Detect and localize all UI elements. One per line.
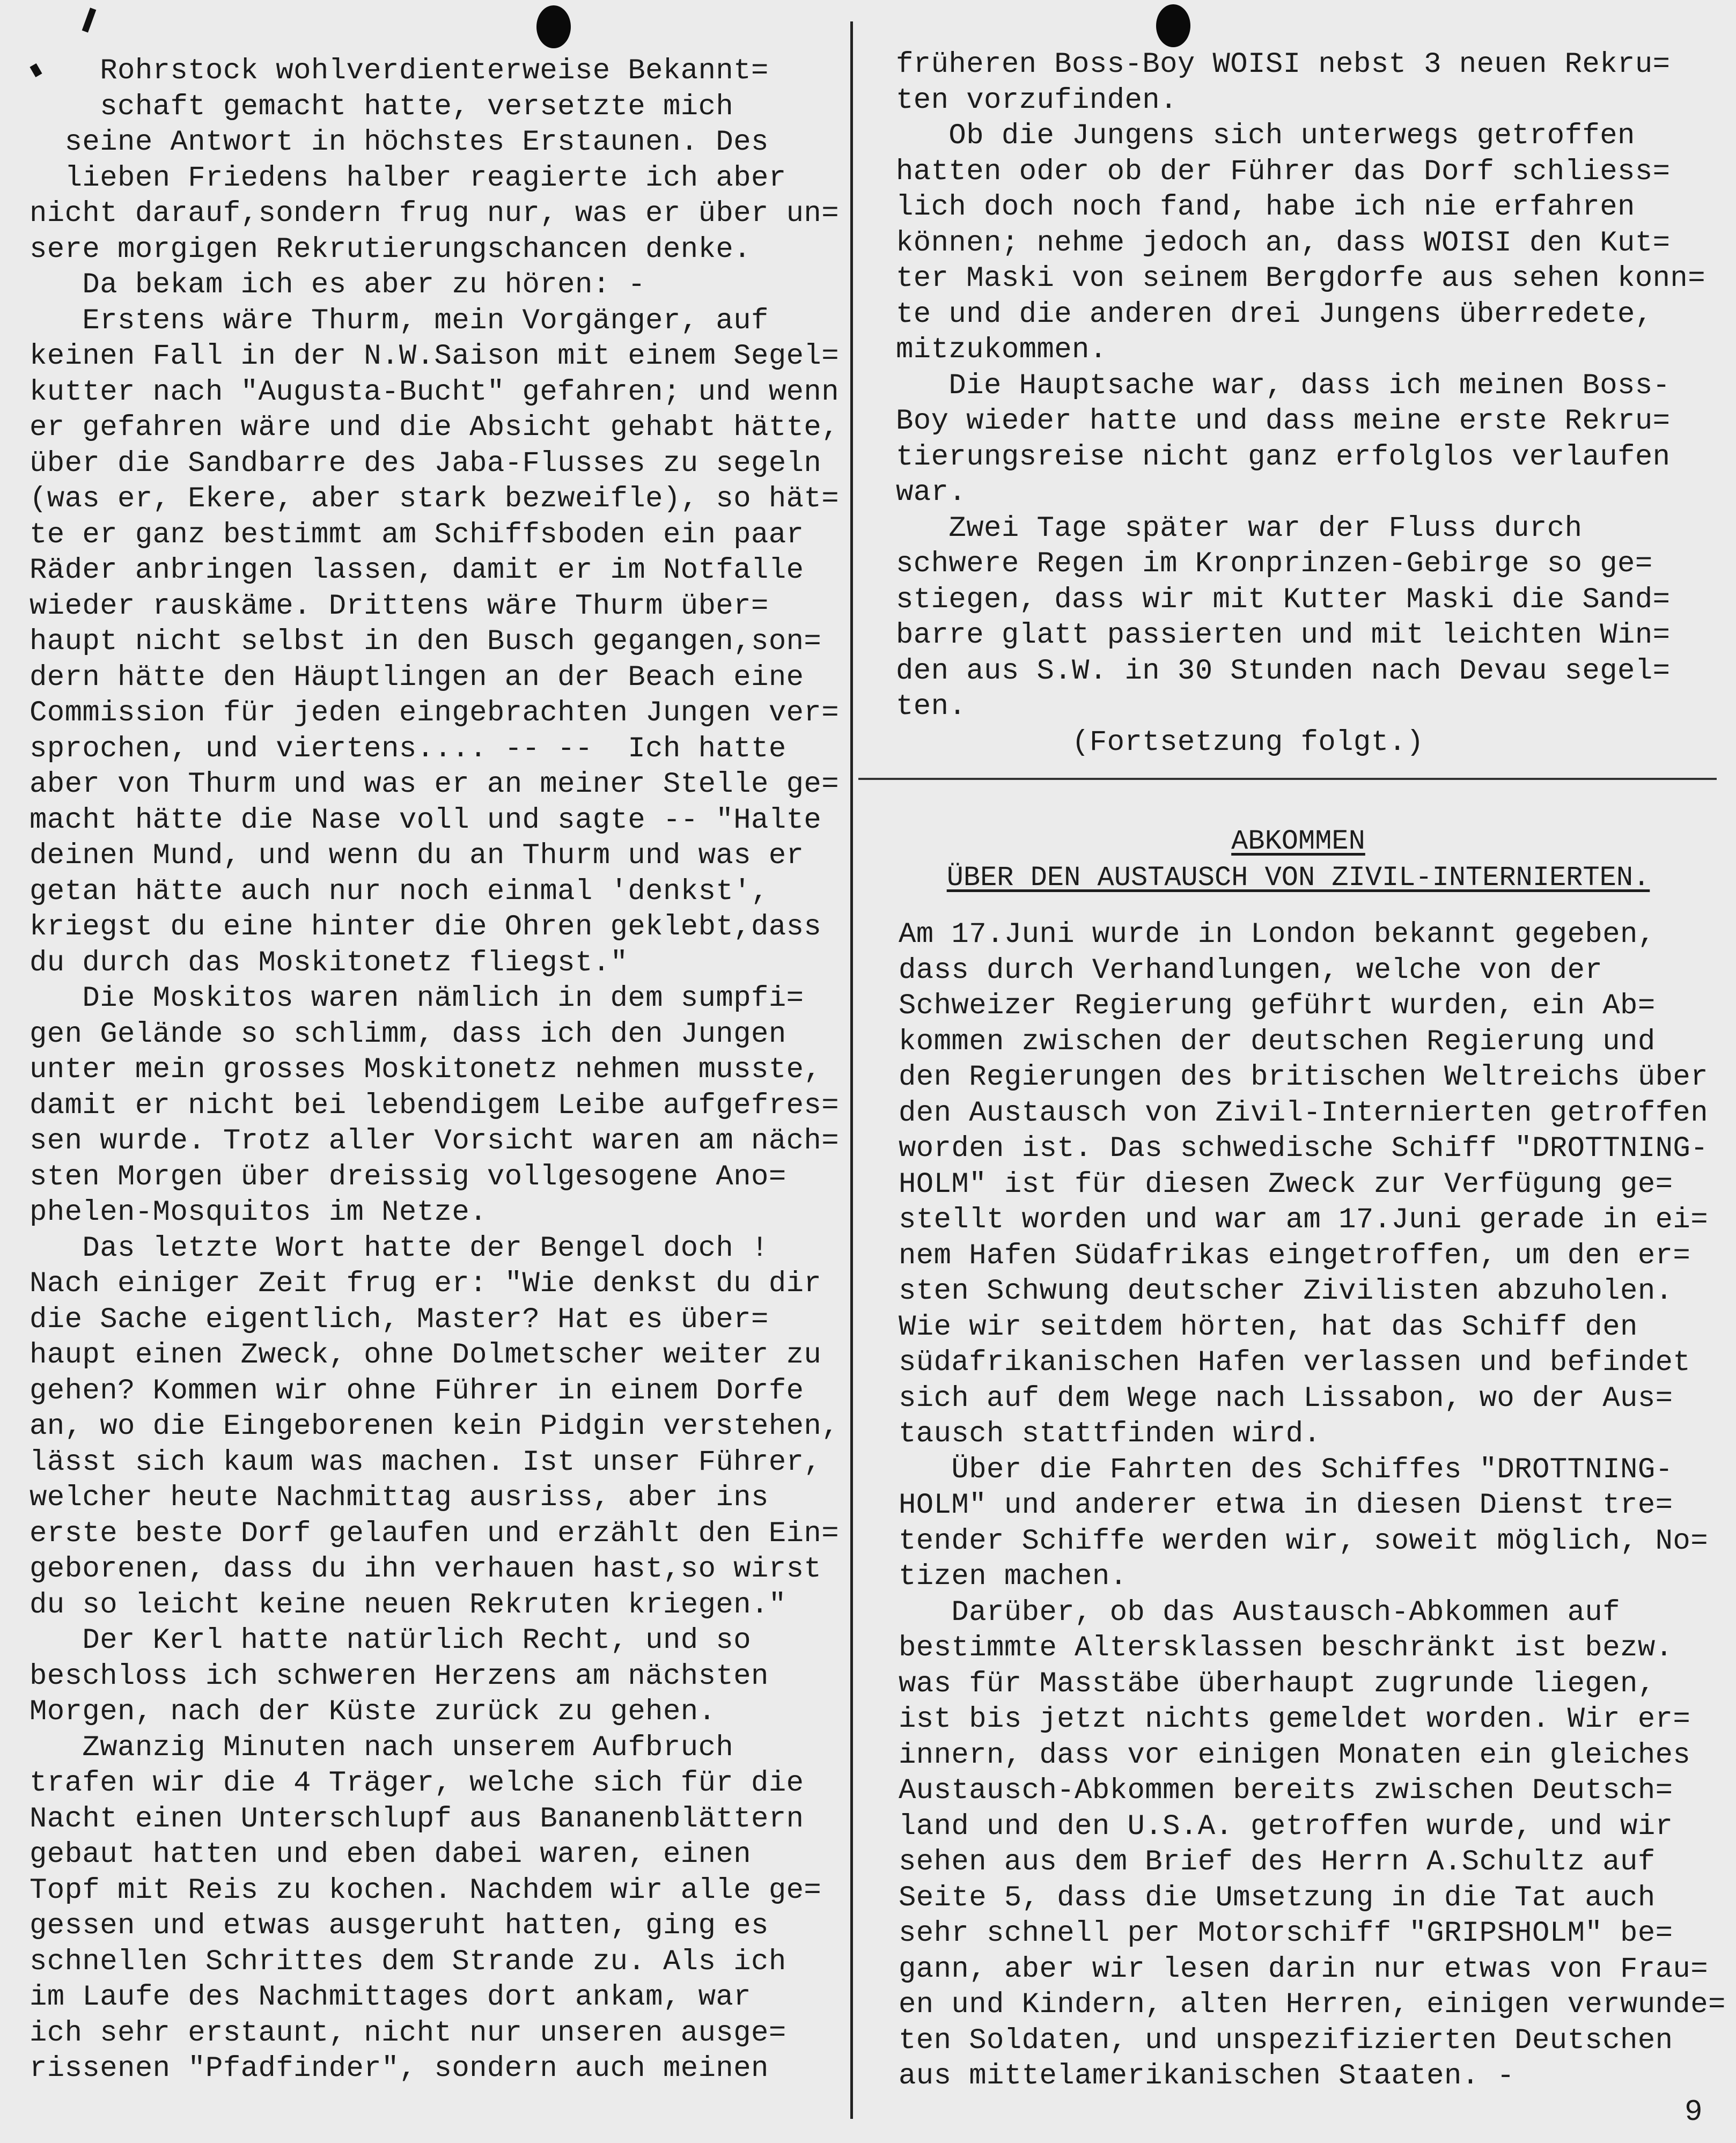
text-line: sten Schwung deutscher Zivilisten abzuholen.	[899, 1275, 1673, 1308]
text-line: tierungsreise nicht ganz erfolglos verlaufen	[896, 440, 1671, 474]
text-line: ter Maski von seinem Bergdorfe aus sehen konn=	[896, 262, 1706, 295]
text-line: ich sehr erstaunt, nicht nur unseren ausge=	[30, 2016, 786, 2050]
text-line: ten Soldaten, und unspezifizierten Deutschen	[899, 2024, 1673, 2057]
text-line: tizen machen.	[899, 1560, 1128, 1593]
text-line: Nacht einen Unterschlupf aus Bananenblättern	[30, 1802, 804, 1836]
text-line: schnellen Schrittes dem Strande zu. Als ich	[30, 1945, 786, 1978]
text-line: Boy wieder hatte und dass meine erste Rekru=	[896, 405, 1671, 438]
text-line: Die Hauptsache war, dass ich meinen Boss-	[896, 369, 1671, 402]
text-line: Wie wir seitdem hörten, hat das Schiff den	[899, 1310, 1638, 1344]
text-line: gessen und etwas ausgeruht hatten, ging es	[30, 1910, 769, 1942]
text-line: Darüber, ob das Austausch-Abkommen auf	[899, 1596, 1621, 1629]
text-line: stellt worden und war am 17.Juni gerade in ei=	[899, 1204, 1709, 1236]
text-line: schaft gemacht hatte, versetzte mich	[30, 90, 734, 123]
text-line: damit er nicht bei lebendigem Leibe aufgefres=	[30, 1089, 840, 1122]
text-line: Da bekam ich es aber zu hören: -	[30, 269, 646, 301]
text-line: Commission für jeden eingebrachten Jungen ver=	[30, 697, 840, 730]
text-line: Seite 5, dass die Umsetzung in die Tat auch	[899, 1881, 1656, 1914]
text-line: über die Sandbarre des Jaba-Flusses zu segeln	[30, 447, 822, 480]
text-line: kommen zwischen der deutschen Regierung und	[899, 1025, 1656, 1058]
text-line: te und die anderen drei Jungens überredete,	[896, 298, 1653, 331]
text-line: Räder anbringen lassen, damit er im Notfalle	[30, 554, 804, 587]
text-line: gebaut hatten und eben dabei waren, einen	[30, 1838, 752, 1871]
text-line: dern hätte den Häuptlingen an der Beach eine	[30, 661, 804, 694]
text-line: Am 17.Juni wurde in London bekannt gegeben,	[899, 918, 1656, 951]
text-line: gen Gelände so schlimm, dass ich den Jungen	[30, 1018, 786, 1051]
text-line: beschloss ich schweren Herzens am nächsten	[30, 1660, 769, 1693]
text-line: den aus S.W. in 30 Stunden nach Devau segel=	[896, 654, 1671, 688]
text-line: wieder rauskäme. Drittens wäre Thurm über=	[30, 590, 769, 623]
heading-line-2: ÜBER DEN AUSTAUSCH VON ZIVIL-INTERNIERTEN.	[946, 862, 1650, 894]
text-line: sprochen, und viertens.... -- -- Ich hatte	[30, 732, 786, 765]
text-line: lässt sich kaum was machen. Ist unser Führer,	[30, 1446, 822, 1479]
text-line: welcher heute Nachmittag ausriss, aber ins	[30, 1482, 769, 1514]
punch-hole-right	[1156, 4, 1190, 47]
text-line: innern, dass vor einigen Monaten ein gleiches	[899, 1739, 1691, 1772]
text-line: stiegen, dass wir mit Kutter Maski die Sand=	[896, 583, 1671, 616]
text-line: sten Morgen über dreissig vollgesogene Ano=	[30, 1160, 786, 1194]
text-line: Nach einiger Zeit frug er: "Wie denkst du dir	[30, 1268, 822, 1300]
text-line: du so leicht keine neuen Rekruten kriegen."	[30, 1588, 786, 1622]
text-line: erste beste Dorf gelaufen und erzählt den Ein=	[30, 1517, 840, 1550]
text-line: Zwanzig Minuten nach unserem Aufbruch	[30, 1731, 734, 1764]
text-line: sich auf dem Wege nach Lissabon, wo der Aus=	[899, 1382, 1673, 1415]
punch-hole-left	[536, 5, 571, 48]
text-line: sehr schnell per Motorschiff "GRIPSHOLM" be=	[899, 1917, 1673, 1950]
text-line: Schweizer Regierung geführt wurden, ein Ab=	[899, 990, 1656, 1022]
pen-mark	[82, 8, 97, 32]
text-line: (Fortsetzung folgt.)	[896, 726, 1424, 759]
text-line: im Laufe des Nachmittages dort ankam, war	[30, 1981, 752, 2014]
text-line: du durch das Moskitonetz fliegst."	[30, 946, 628, 980]
text-line: kriegst du eine hinter die Ohren geklebt,dass	[30, 911, 822, 944]
text-line: Rohrstock wohlverdienterweise Bekannt=	[30, 55, 769, 87]
text-line: an, wo die Eingeborenen kein Pidgin verstehen,	[30, 1410, 840, 1443]
right-column-continuation	[896, 47, 1722, 761]
text-line: Die Moskitos waren nämlich in dem sumpfi=	[30, 982, 804, 1015]
text-line: gann, aber wir lesen darin nur etwas von Frau=	[899, 1953, 1709, 1986]
text-line: den Austausch von Zivil-Internierten getroffen	[899, 1096, 1709, 1130]
text-line: er gefahren wäre und die Absicht gehabt hätte,	[30, 411, 840, 444]
text-line: südafrikanischen Hafen verlassen und befindet	[899, 1346, 1691, 1379]
text-line: seine Antwort in höchstes Erstaunen. Des	[30, 126, 769, 159]
article-heading	[880, 823, 1717, 896]
text-line: haupt einen Zweck, ohne Dolmetscher weiter zu	[30, 1339, 822, 1372]
text-line: land und den U.S.A. getroffen wurde, und wir	[899, 1810, 1673, 1843]
text-line: hatten oder ob der Führer das Dorf schliess=	[896, 155, 1671, 188]
text-line: keinen Fall in der N.W.Saison mit einem Segel=	[30, 340, 840, 373]
text-line: trafen wir die 4 Träger, welche sich für die	[30, 1767, 804, 1800]
text-line: HOLM" ist für diesen Zweck zur Verfügung ge=	[899, 1168, 1673, 1201]
text-line: Morgen, nach der Küste zurück zu gehen.	[30, 1696, 716, 1728]
text-line: HOLM" und anderer etwa in diesen Dienst tre=	[899, 1489, 1673, 1522]
text-line: te er ganz bestimmt am Schiffsboden ein paar	[30, 518, 804, 551]
text-line: geborenen, dass du ihn verhauen hast,so wirst	[30, 1553, 822, 1586]
text-line: nem Hafen Südafrikas eingetroffen, um den er=	[899, 1239, 1691, 1272]
text-line: lieben Friedens halber reagierte ich aber	[30, 161, 786, 195]
text-line: phelen-Mosquitos im Netze.	[30, 1196, 487, 1229]
text-line: aber von Thurm und was er an meiner Stelle ge=	[30, 768, 840, 801]
text-line: barre glatt passierten und mit leichten Win=	[896, 619, 1671, 652]
column-divider	[850, 21, 853, 2119]
text-line: tausch stattfinden wird.	[899, 1418, 1321, 1450]
text-line: macht hätte die Nase voll und sagte -- "Halte	[30, 804, 822, 837]
text-line: den Regierungen des britischen Weltreichs über	[899, 1061, 1709, 1094]
text-line: können; nehme jedoch an, dass WOISI den Kut=	[896, 226, 1671, 260]
heading-line-1: ABKOMMEN	[1231, 826, 1365, 857]
text-line: kutter nach "Augusta-Bucht" gefahren; und wenn	[30, 375, 840, 409]
text-line: sere morgigen Rekrutierungschancen denke.	[30, 233, 752, 266]
text-line: Erstens wäre Thurm, mein Vorgänger, auf	[30, 304, 769, 337]
text-line: sen wurde. Trotz aller Vorsicht waren am näch=	[30, 1125, 840, 1158]
text-line: rissenen "Pfadfinder", sondern auch meinen	[30, 2052, 769, 2085]
text-line: Über die Fahrten des Schiffes "DROTTNING-	[899, 1453, 1673, 1486]
text-line: ten.	[896, 690, 967, 723]
text-line: haupt nicht selbst in den Busch gegangen,son=	[30, 625, 822, 658]
text-line: (was er, Ekere, aber stark bezweifle), so hät=	[30, 483, 840, 516]
text-line: Austausch-Abkommen bereits zwischen Deutsch=	[899, 1774, 1673, 1807]
text-line: was für Masstäbe überhaupt zugrunde liegen,	[899, 1667, 1656, 1700]
text-line: Der Kerl hatte natürlich Recht, und so	[30, 1624, 752, 1657]
text-line: bestimmte Altersklassen beschränkt ist bezw.	[899, 1632, 1673, 1665]
text-line: die Sache eigentlich, Master? Hat es über=	[30, 1303, 769, 1336]
text-line: Topf mit Reis zu kochen. Nachdem wir alle ge=	[30, 1874, 822, 1907]
text-line: gehen? Kommen wir ohne Führer in einem Dorfe	[30, 1374, 804, 1408]
text-line: tender Schiffe werden wir, soweit möglich, No=	[899, 1525, 1709, 1558]
text-line: lich doch noch fand, habe ich nie erfahren	[896, 191, 1635, 224]
text-line: nicht darauf,sondern frug nur, was er über un=	[30, 197, 840, 230]
left-column-text	[30, 54, 840, 2087]
article-body	[899, 917, 1725, 2095]
page-number: 9	[1684, 2095, 1703, 2129]
text-line: Das letzte Wort hatte der Bengel doch !	[30, 1232, 769, 1265]
text-line: war.	[896, 476, 967, 509]
text-line: mitzukommen.	[896, 334, 1107, 366]
text-line: worden ist. Das schwedische Schiff "DROTTNING-	[899, 1132, 1709, 1165]
text-line: ten vorzufinden.	[896, 84, 1178, 117]
text-line: deinen Mund, und wenn du an Thurm und was er	[30, 839, 804, 872]
text-line: en und Kindern, alten Herren, einigen verwunde=	[899, 1989, 1726, 2021]
text-line: getan hätte auch nur noch einmal 'denkst',	[30, 875, 769, 908]
text-line: Zwei Tage später war der Fluss durch	[896, 512, 1583, 545]
text-line: sehen aus dem Brief des Herrn A.Schultz auf	[899, 1846, 1656, 1879]
text-line: ist bis jetzt nichts gemeldet worden. Wir er=	[899, 1703, 1691, 1736]
text-line: unter mein grosses Moskitonetz nehmen musste,	[30, 1054, 822, 1086]
text-line: Ob die Jungens sich unterwegs getroffen	[896, 120, 1635, 152]
text-line: dass durch Verhandlungen, welche von der	[899, 954, 1603, 987]
section-divider	[858, 778, 1717, 780]
text-line: früheren Boss-Boy WOISI nebst 3 neuen Rekru=	[896, 48, 1671, 81]
text-line: schwere Regen im Kronprinzen-Gebirge so ge=	[896, 548, 1653, 580]
text-line: aus mittelamerikanischen Staaten. -	[899, 2060, 1515, 2093]
